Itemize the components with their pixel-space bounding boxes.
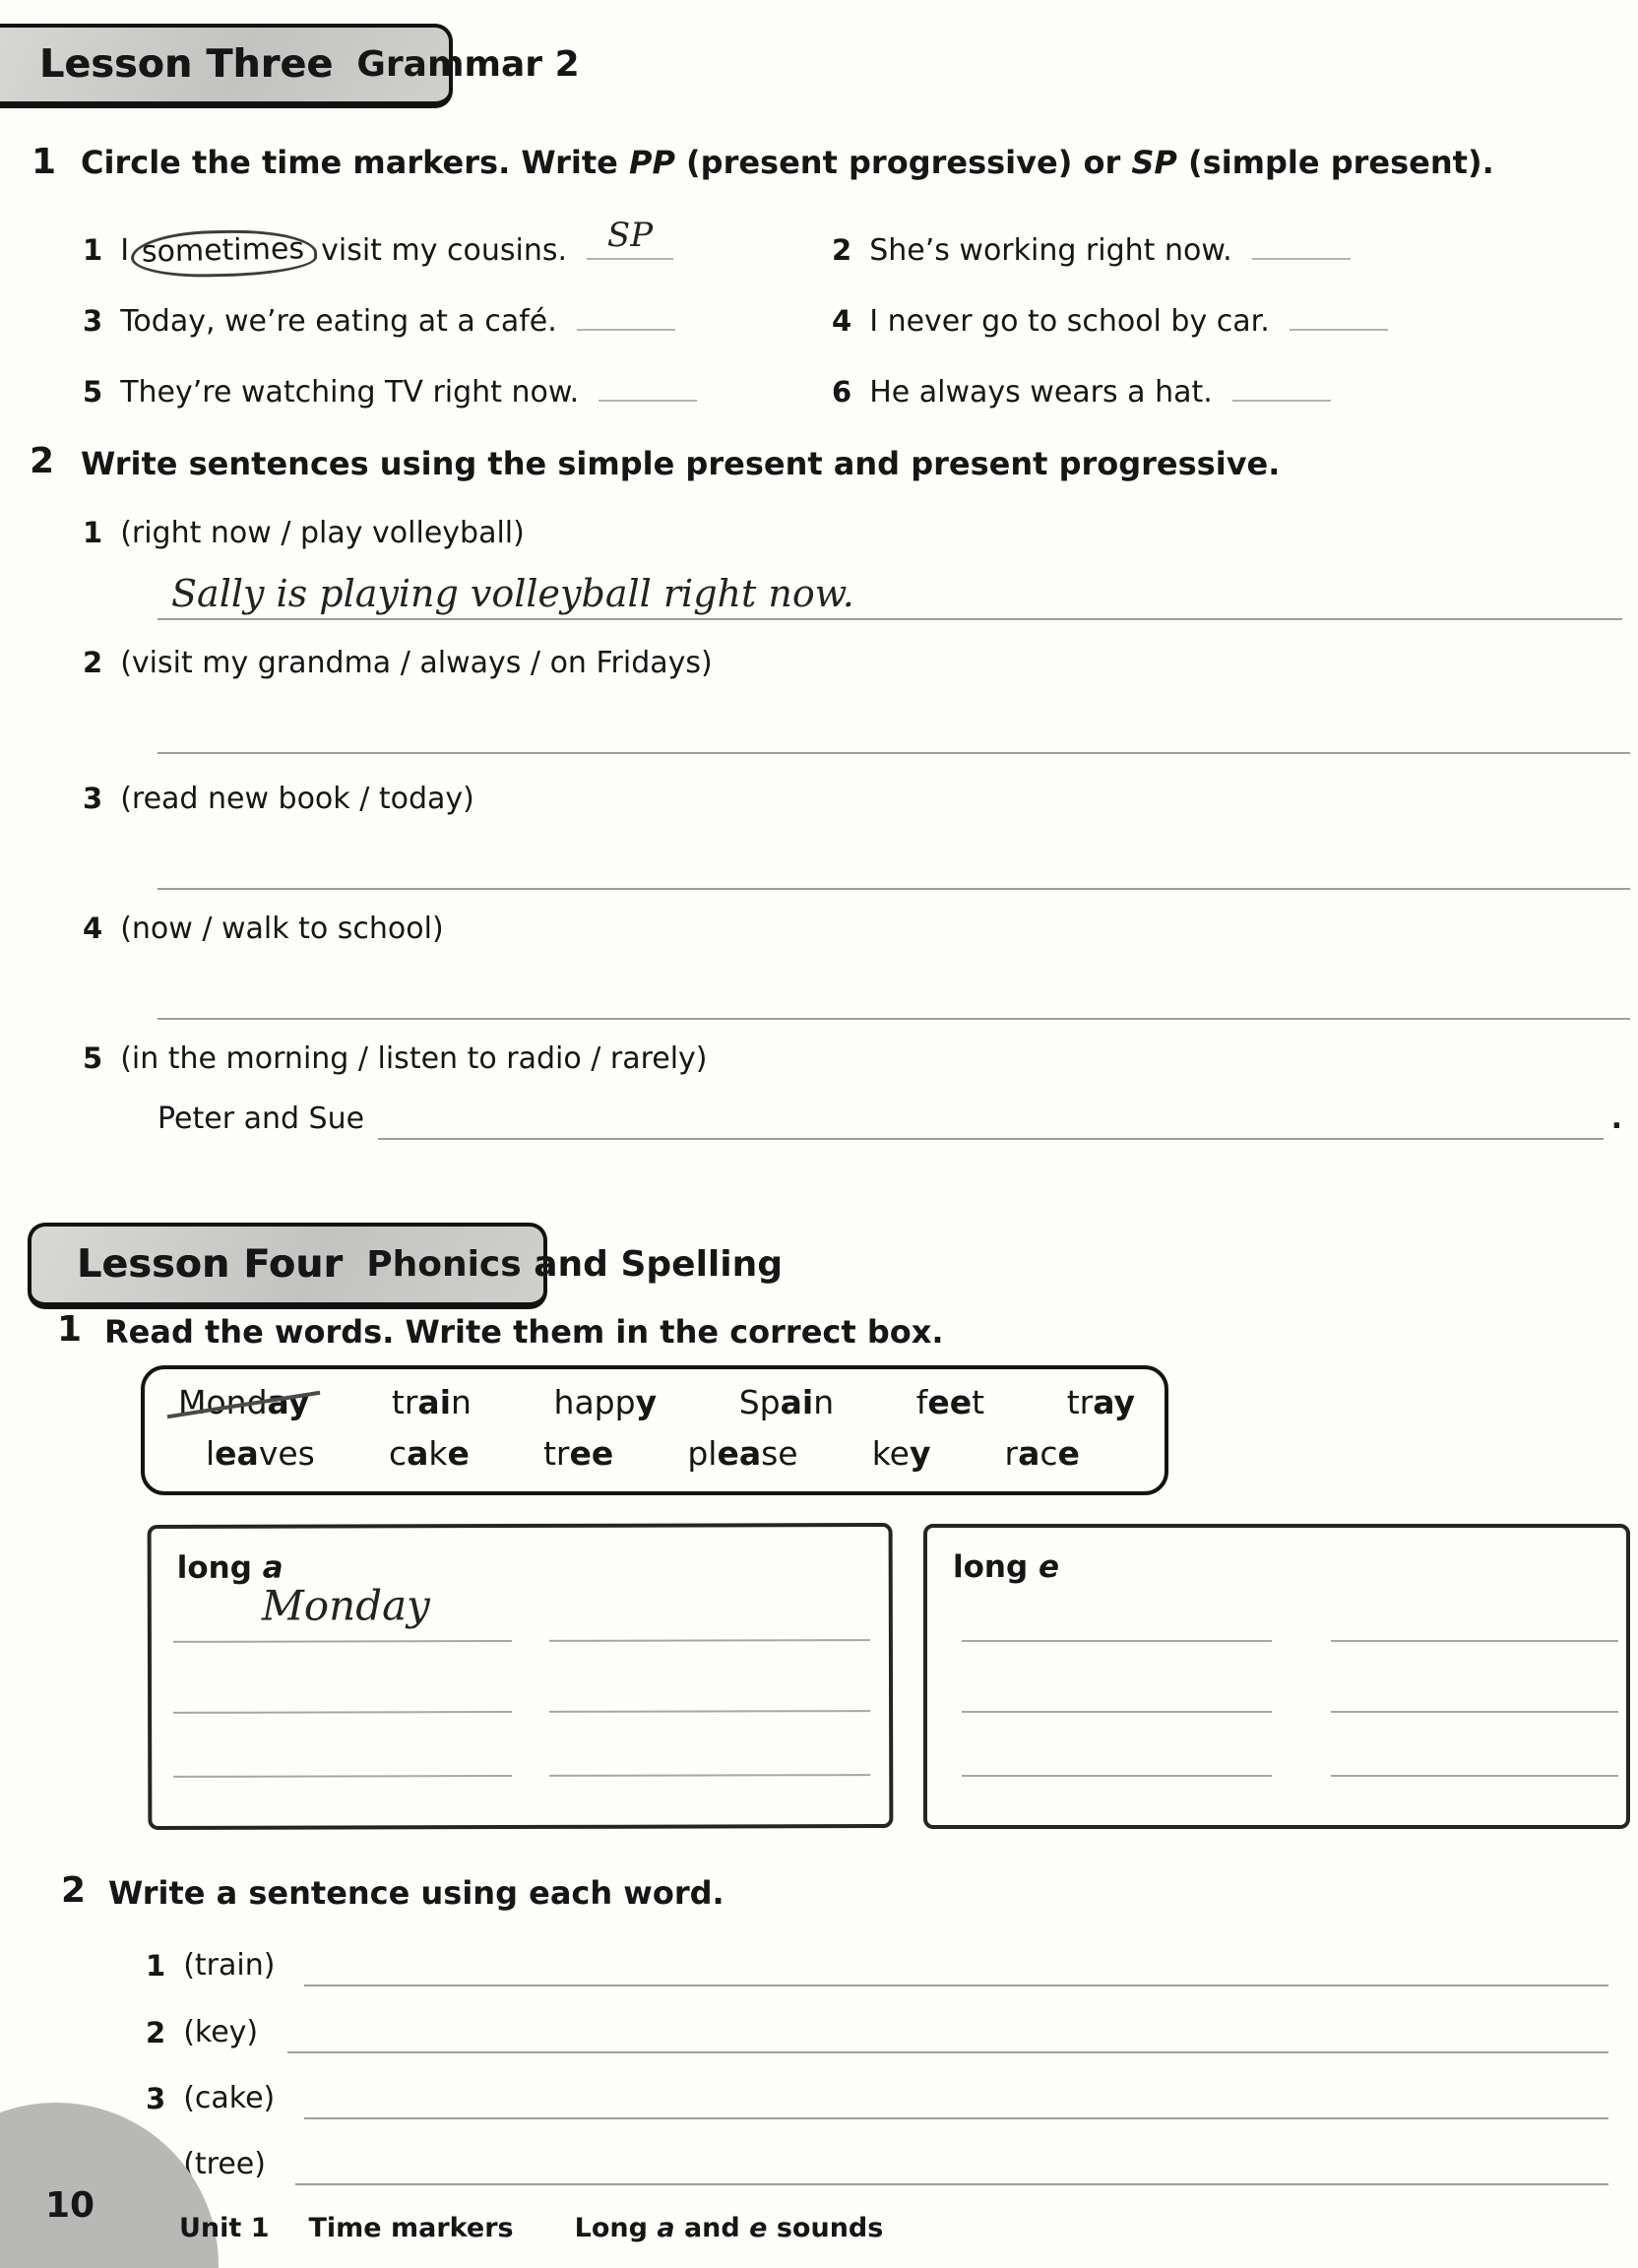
item-number: 6 (832, 375, 852, 409)
lesson-three-title: Lesson Three (39, 42, 334, 87)
sentence-line-key[interactable] (287, 2010, 1608, 2053)
item-text: Today, we’re eating at a café. (120, 304, 557, 339)
word-train: train (391, 1383, 472, 1421)
l3-ex1-heading: Circle the time markers. Write PP (present progressive) or SP (simple present). (81, 144, 1494, 181)
word-spain: Spain (738, 1383, 835, 1421)
long-a-line-2[interactable] (549, 1639, 870, 1642)
answer-blank-6[interactable] (1232, 366, 1331, 402)
l3-ex1-number: 1 (32, 142, 57, 182)
l3-ex2-answer-line-5[interactable] (378, 1097, 1604, 1140)
long-a-line-3[interactable] (173, 1711, 512, 1714)
circled-time-marker: sometimes (131, 228, 318, 279)
handwritten-monday: Monday (261, 1581, 430, 1630)
l3-ex2-prompt-2 (83, 646, 713, 680)
word-tray: tray (1066, 1383, 1135, 1421)
item-text: She’s working right now. (869, 233, 1232, 268)
lesson-four-title: Lesson Four (77, 1242, 344, 1287)
l4-ex2-item-3 (146, 2070, 1608, 2119)
item-number: 4 (83, 912, 103, 945)
lesson-four-subtitle: Phonics and Spelling (366, 1244, 783, 1285)
word-please: please (687, 1434, 798, 1473)
l3-ex2-prompt-4 (83, 912, 444, 946)
item-number: 5 (83, 1041, 103, 1075)
long-a-line-6[interactable] (549, 1774, 870, 1777)
answer-blank-3[interactable] (577, 295, 675, 331)
page-number: 10 (45, 2185, 95, 2226)
answer-blank-1[interactable] (587, 216, 673, 260)
long-e-line-6[interactable] (1331, 1775, 1618, 1777)
item-text: They’re watching TV right now. (120, 375, 580, 410)
sentence-lead: Peter and Sue (158, 1102, 365, 1136)
word-leaves: leaves (206, 1434, 315, 1473)
item-prompt: (in the morning / listen to radio / rarely) (120, 1041, 708, 1076)
l3-ex2-number: 2 (30, 441, 55, 481)
footer-topic-phonics: Long a and e sounds (574, 2213, 884, 2243)
l3-ex2-answer-line-1[interactable] (158, 573, 1622, 620)
long-e-line-5[interactable] (962, 1775, 1272, 1777)
word-bank-box (141, 1365, 1168, 1495)
word-bank-row-2 (206, 1434, 1080, 1473)
long-e-line-1[interactable] (962, 1640, 1272, 1642)
l4-ex2-heading: Write a sentence using each word. (108, 1874, 724, 1912)
long-e-line-2[interactable] (1331, 1640, 1618, 1642)
item-text-post: visit my cousins. (321, 233, 567, 268)
l3-ex2-answer-line-4[interactable] (158, 973, 1630, 1020)
l3-ex1-item-5 (83, 366, 697, 410)
l4-ex2-item-1 (146, 1937, 1608, 1986)
answer-blank-2[interactable] (1252, 224, 1351, 260)
long-a-box (148, 1523, 894, 1830)
sentence-line-tree[interactable] (295, 2142, 1608, 2185)
sentence-line-train[interactable] (304, 1943, 1608, 1986)
item-prompt: (train) (183, 1948, 276, 1983)
l4-ex2-number: 2 (61, 1870, 87, 1911)
l4-ex1-number: 1 (57, 1309, 83, 1350)
long-e-label: long e (953, 1549, 1060, 1585)
word-monday: Monday (178, 1383, 310, 1421)
lesson-three-banner (0, 24, 580, 108)
l3-ex1-item-2 (832, 224, 1351, 268)
handwritten-sentence-1: Sally is playing volleyball right now. (171, 572, 854, 615)
long-e-line-3[interactable] (962, 1711, 1272, 1713)
item-text: He always wears a hat. (869, 375, 1213, 410)
item-text: I never go to school by car. (869, 304, 1270, 339)
item-prompt: (now / walk to school) (120, 912, 444, 946)
l3-ex2-heading: Write sentences using the simple present and present progressive. (81, 445, 1281, 482)
item-number: 1 (146, 1949, 166, 1983)
long-a-label: long a (176, 1549, 284, 1586)
item-number: 2 (832, 233, 852, 267)
item-number: 5 (83, 375, 103, 409)
word-feet: feet (915, 1383, 985, 1421)
lesson-four-banner (28, 1223, 783, 1309)
l3-ex2-prompt-5 (83, 1041, 708, 1076)
item-prompt: (read new book / today) (120, 782, 474, 816)
l3-ex2-item-5-answer-row (158, 1097, 1622, 1140)
item-number: 2 (146, 2016, 166, 2049)
item-number: 1 (83, 516, 103, 549)
l3-ex1-item-6 (832, 366, 1331, 410)
long-e-box (923, 1524, 1630, 1829)
l3-ex2-answer-line-3[interactable] (158, 843, 1630, 890)
l4-ex2-item-2 (146, 2004, 1608, 2053)
word-happy: happy (553, 1383, 658, 1421)
l3-ex2-prompt-3 (83, 782, 474, 816)
word-key: key (871, 1434, 931, 1473)
l4-ex2-item-4 (146, 2136, 1608, 2185)
word-bank-row-1 (178, 1383, 1135, 1421)
word-cake: cake (388, 1434, 470, 1473)
item-number: 3 (146, 2082, 166, 2115)
footer-topic-grammar: Time markers (308, 2213, 514, 2243)
handwritten-answer-sp: SP (606, 216, 654, 255)
item-number: 1 (83, 233, 103, 267)
word-race: race (1004, 1434, 1080, 1473)
answer-blank-5[interactable] (598, 366, 697, 402)
l3-ex1-item-1 (83, 216, 673, 277)
sentence-line-cake[interactable] (304, 2076, 1608, 2119)
footer-unit: Unit 1 (179, 2213, 270, 2243)
long-e-line-4[interactable] (1331, 1711, 1618, 1713)
long-a-line-4[interactable] (549, 1710, 870, 1713)
item-prompt: (cake) (183, 2081, 276, 2115)
long-a-line-5[interactable] (173, 1775, 512, 1778)
item-number: 4 (832, 304, 852, 338)
footer-line (179, 2213, 883, 2243)
item-prompt: (right now / play volleyball) (120, 516, 525, 550)
item-number: 3 (83, 304, 103, 338)
answer-blank-4[interactable] (1290, 295, 1388, 331)
l3-ex2-prompt-1 (83, 516, 525, 550)
l3-ex2-answer-line-2[interactable] (158, 707, 1630, 754)
lesson-three-subtitle: Grammar 2 (356, 44, 580, 85)
word-tree: tree (542, 1434, 614, 1473)
item-prompt: (tree) (183, 2147, 266, 2181)
l3-ex1-item-3 (83, 295, 675, 339)
item-number: 3 (83, 782, 103, 815)
item-number: 2 (83, 646, 103, 679)
item-prompt: (key) (183, 2015, 259, 2049)
sentence-period: . (1610, 1102, 1622, 1136)
long-a-line-1[interactable] (173, 1640, 512, 1643)
l4-ex1-heading: Read the words. Write them in the correct box. (104, 1313, 944, 1351)
item-text-pre: I (120, 233, 130, 268)
l3-ex1-item-4 (832, 295, 1388, 339)
item-prompt: (visit my grandma / always / on Fridays) (120, 646, 713, 680)
